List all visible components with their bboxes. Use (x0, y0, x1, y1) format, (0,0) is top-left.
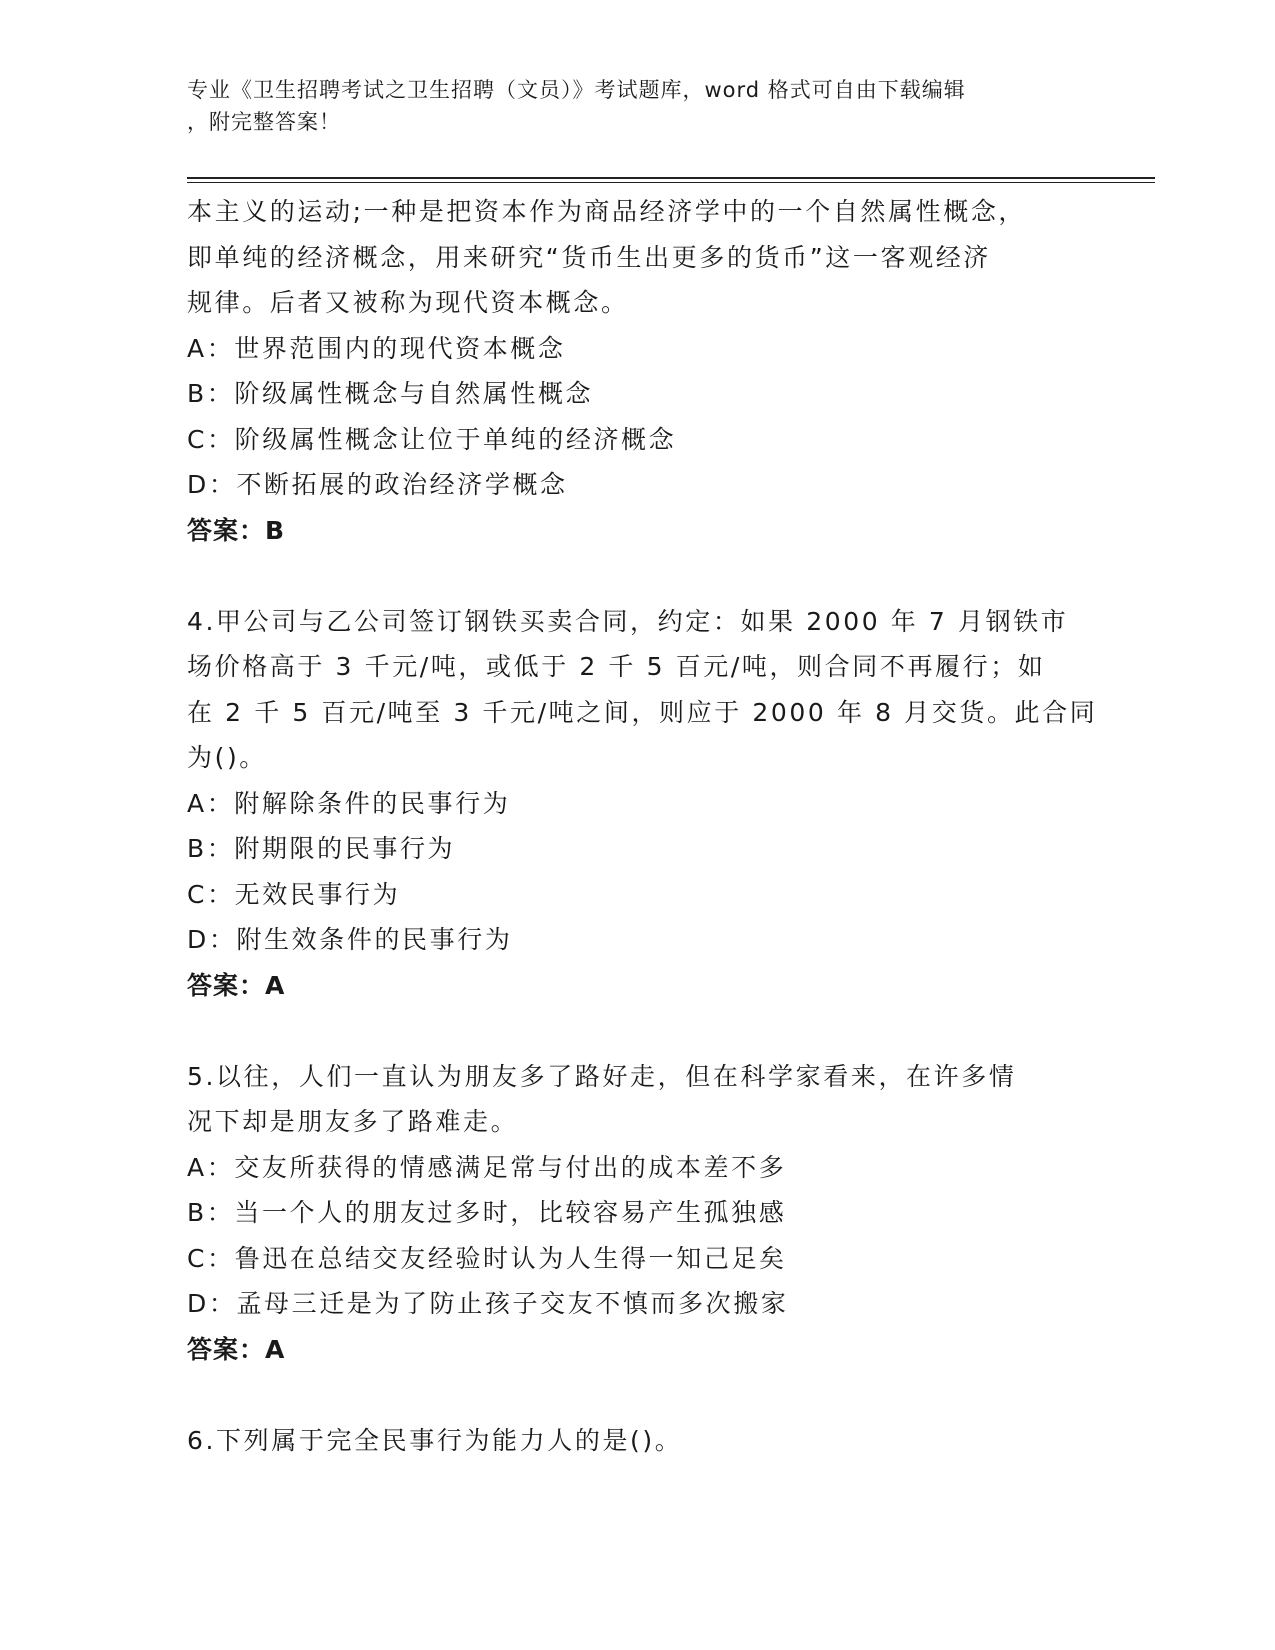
spacer (187, 1008, 1087, 1054)
question-stem-line: 6.下列属于完全民事行为能力人的是()。 (187, 1425, 683, 1455)
header-divider-thick (187, 177, 1155, 179)
option-c: C：鲁迅在总结交友经验时认为人生得一知己足矣 (187, 1243, 787, 1273)
question-stem-line: 在 2 千 5 百元/吨至 3 千元/吨之间，则应于 2000 年 8 月交货。此合同 (187, 697, 1098, 727)
option-a: A：世界范围内的现代资本概念 (187, 333, 566, 363)
answer-label: 答案：B (187, 515, 286, 545)
option-a: A：附解除条件的民事行为 (187, 788, 511, 818)
option-c: C：无效民事行为 (187, 879, 401, 909)
question-stem-line: 为()。 (187, 743, 267, 772)
header-line-1: 专业《卫生招聘考试之卫生招聘（文员）》考试题库，word 格式可自由下载编辑 (187, 78, 966, 102)
question-3 (187, 189, 1087, 553)
answer-label: 答案：A (187, 1334, 286, 1364)
question-stem-line: 规律。后者又被称为现代资本概念。 (187, 288, 629, 317)
question-stem-line: 4.甲公司与乙公司签订钢铁买卖合同，约定：如果 2000 年 7 月钢铁市 (187, 606, 1069, 636)
question-4 (187, 599, 1098, 1009)
header-line-2: ，附完整答案！ (187, 110, 341, 134)
question-stem-line: 即单纯的经济概念，用来研究“货币生出更多的货币”这一客观经济 (187, 242, 991, 272)
option-b: B：当一个人的朋友过多时，比较容易产生孤独感 (187, 1198, 787, 1227)
option-c: C：阶级属性概念让位于单纯的经济概念 (187, 424, 677, 454)
option-d: D：不断拓展的政治经济学概念 (187, 470, 568, 499)
question-stem-line: 5.以往，人们一直认为朋友多了路好走，但在科学家看来，在许多情 (187, 1061, 1017, 1091)
question-5 (187, 1054, 1087, 1373)
question-6 (187, 1418, 1087, 1464)
option-d: D：附生效条件的民事行为 (187, 925, 513, 954)
option-d: D：孟母三迁是为了防止孩子交友不慎而多次搬家 (187, 1289, 789, 1318)
header-divider-thin (187, 182, 1155, 183)
question-list (187, 189, 1098, 1463)
question-stem-line: 况下却是朋友多了路难走。 (187, 1107, 519, 1136)
document-header (187, 74, 1067, 138)
answer-label: 答案：A (187, 970, 286, 1000)
spacer (187, 1372, 1087, 1418)
spacer (187, 553, 1087, 599)
option-b: B：附期限的民事行为 (187, 834, 456, 863)
question-stem-line: 本主义的运动;一种是把资本作为商品经济学中的一个自然属性概念， (187, 197, 1027, 226)
option-b: B：阶级属性概念与自然属性概念 (187, 379, 594, 408)
question-stem-line: 场价格高于 3 千元/吨，或低于 2 千 5 百元/吨，则合同不再履行；如 (187, 652, 1046, 681)
option-a: A：交友所获得的情感满足常与付出的成本差不多 (187, 1152, 787, 1182)
